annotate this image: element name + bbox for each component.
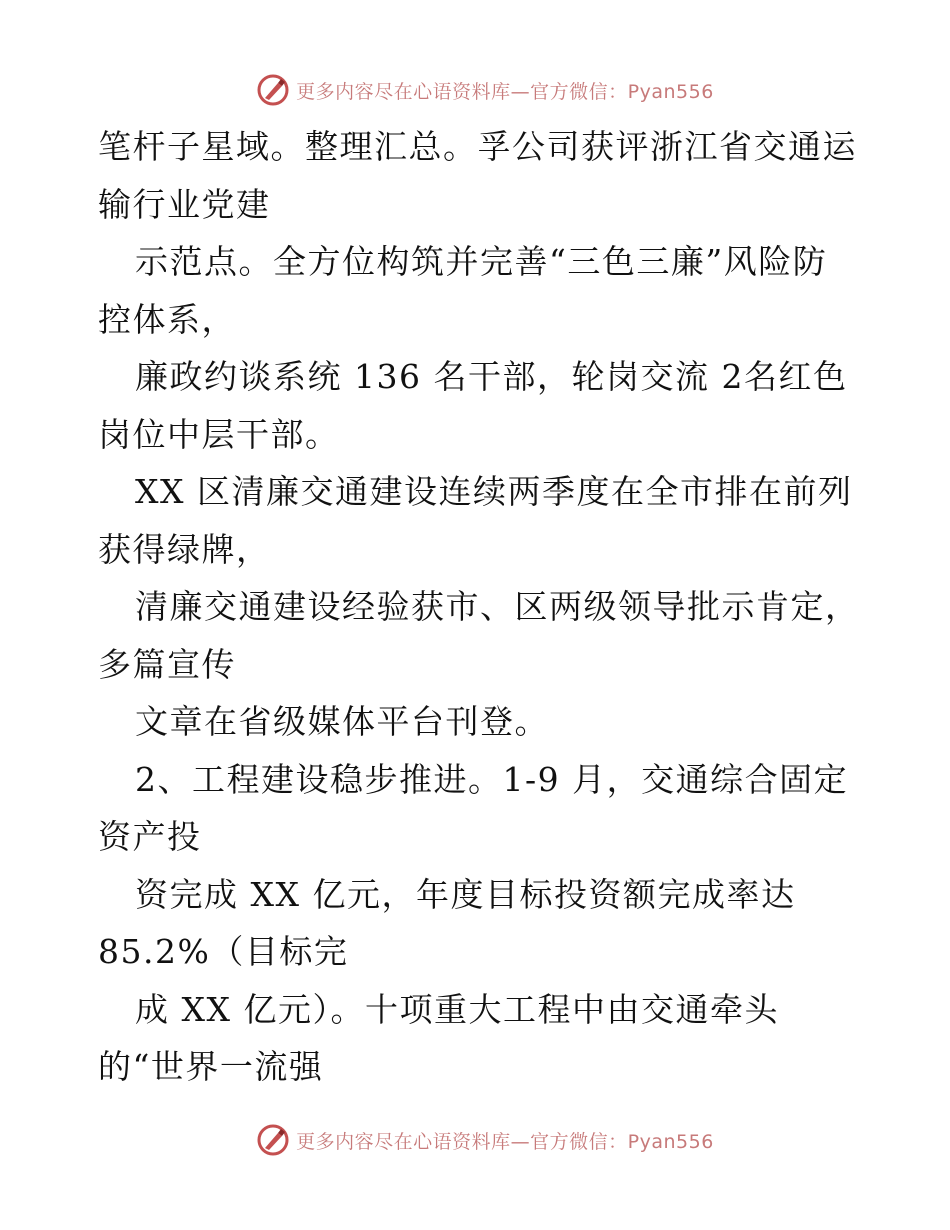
footer-watermark xyxy=(0,1120,950,1160)
text-line: 廉政约谈系统 136 名干部，轮岗交流 2名红色 xyxy=(135,357,848,396)
text-line: 岗位中层干部。 xyxy=(98,414,340,454)
text-line: 资产投 xyxy=(98,817,202,856)
pen-circle-logo-icon xyxy=(256,73,290,107)
text-line: 文章在省级媒体平台刊登。 xyxy=(135,702,549,741)
pen-circle-logo-icon xyxy=(256,1123,290,1157)
watermark-text: 更多内容尽在心语资料库—官方微信：Pyan556 xyxy=(296,1130,714,1153)
text-line: 成 XX 亿元）。十项重大工程中由交通牵头 xyxy=(135,989,779,1029)
header-watermark xyxy=(0,70,950,110)
text-line: 示范点。全方位构筑并完善“三色三廉”风险防 xyxy=(135,242,828,281)
text-line: 获得绿牌， xyxy=(98,529,271,569)
text-line: 85.2%（目标完 xyxy=(98,932,349,971)
text-line: 清廉交通建设经验获市、区两级领导批示肯定， xyxy=(135,587,860,626)
watermark-text: 更多内容尽在心语资料库—官方微信：Pyan556 xyxy=(296,80,714,103)
text-line: 2、工程建设稳步推进。1-9 月，交通综合固定 xyxy=(135,759,849,799)
text-line: 控体系， xyxy=(98,299,236,339)
text-line: 输行业党建 xyxy=(98,184,271,224)
text-line: 的“世界一流强 xyxy=(98,1047,324,1086)
text-line: 资完成 XX 亿元，年度目标投资额完成率达 xyxy=(135,874,796,914)
text-line: XX 区清廉交通建设连续两季度在全市排在前列 xyxy=(135,472,853,511)
document-body xyxy=(98,118,858,1096)
text-line: 笔杆子星域。整理汇总。孚公司获评浙江省交通运 xyxy=(98,127,857,166)
text-line: 多篇宣传 xyxy=(98,644,236,684)
